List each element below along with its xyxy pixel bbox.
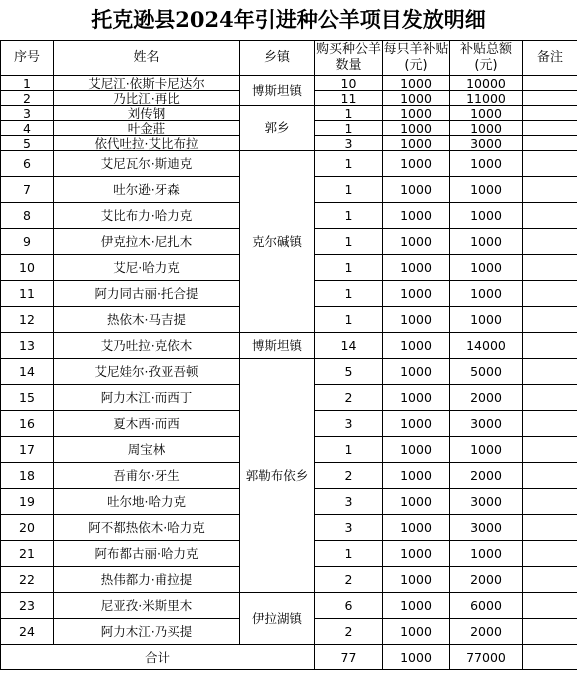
row-total: 1000 [450, 281, 523, 307]
total-note [523, 645, 577, 670]
row-name: 热依木·马吉提 [54, 307, 240, 333]
row-note [523, 281, 577, 307]
page-title: 托克逊县2024年引进种公羊项目发放明细 [91, 7, 486, 32]
row-number: 12 [1, 307, 54, 333]
row-number: 11 [1, 281, 54, 307]
row-note [523, 151, 577, 177]
row-qty: 1 [315, 255, 383, 281]
row-unit: 1000 [383, 463, 450, 489]
row-unit: 1000 [383, 106, 450, 121]
row-qty: 6 [315, 593, 383, 619]
header-name: 姓名 [54, 41, 240, 76]
row-unit: 1000 [383, 203, 450, 229]
row-unit: 1000 [383, 136, 450, 151]
row-qty: 2 [315, 385, 383, 411]
row-qty: 2 [315, 619, 383, 645]
row-unit: 1000 [383, 177, 450, 203]
row-qty: 3 [315, 136, 383, 151]
row-number: 3 [1, 106, 54, 121]
row-note [523, 229, 577, 255]
row-total: 14000 [450, 333, 523, 359]
row-qty: 1 [315, 151, 383, 177]
row-qty: 2 [315, 567, 383, 593]
table-row [1, 106, 577, 121]
row-qty: 1 [315, 121, 383, 136]
row-name: 尼亚孜·米斯里木 [54, 593, 240, 619]
row-qty: 2 [315, 463, 383, 489]
row-qty: 3 [315, 489, 383, 515]
row-total: 1000 [450, 229, 523, 255]
row-note [523, 177, 577, 203]
row-town: 郭乡 [240, 106, 315, 151]
row-total: 2000 [450, 619, 523, 645]
row-name: 艾尼·哈力克 [54, 255, 240, 281]
row-note [523, 463, 577, 489]
header-qty: 购买种公羊数量 [315, 41, 383, 76]
row-total: 1000 [450, 541, 523, 567]
row-qty: 1 [315, 281, 383, 307]
row-town: 郭勒布依乡 [240, 359, 315, 593]
row-name: 阿力同古丽·托合提 [54, 281, 240, 307]
row-qty: 5 [315, 359, 383, 385]
row-total: 2000 [450, 567, 523, 593]
row-name: 阿力木江·而西丁 [54, 385, 240, 411]
row-unit: 1000 [383, 151, 450, 177]
row-name: 周宝林 [54, 437, 240, 463]
row-unit: 1000 [383, 437, 450, 463]
row-total: 1000 [450, 121, 523, 136]
row-name: 艾尼江·依斯卡尼达尔 [54, 76, 240, 91]
header-total: 补贴总额(元) [450, 41, 523, 76]
row-total: 1000 [450, 307, 523, 333]
row-name: 艾乃吐拉·克依木 [54, 333, 240, 359]
row-unit: 1000 [383, 121, 450, 136]
row-total: 6000 [450, 593, 523, 619]
table-body [1, 76, 577, 645]
row-total: 1000 [450, 151, 523, 177]
row-name: 乃比江·再比 [54, 91, 240, 106]
table-row [1, 333, 577, 359]
total-qty: 77 [315, 645, 383, 670]
row-unit: 1000 [383, 333, 450, 359]
row-number: 7 [1, 177, 54, 203]
row-name: 叶金莊 [54, 121, 240, 136]
row-unit: 1000 [383, 593, 450, 619]
table-row [1, 593, 577, 619]
total-label: 合计 [1, 645, 315, 670]
subsidy-table [0, 40, 577, 670]
row-qty: 3 [315, 515, 383, 541]
row-unit: 1000 [383, 541, 450, 567]
row-name: 热伟都力·甫拉提 [54, 567, 240, 593]
row-name: 依代吐拉·艾比布拉 [54, 136, 240, 151]
row-town: 博斯坦镇 [240, 76, 315, 106]
row-unit: 1000 [383, 229, 450, 255]
row-unit: 1000 [383, 411, 450, 437]
row-name: 艾尼娃尔·孜亚吾顿 [54, 359, 240, 385]
row-note [523, 359, 577, 385]
row-total: 5000 [450, 359, 523, 385]
row-qty: 1 [315, 106, 383, 121]
row-total: 1000 [450, 106, 523, 121]
row-note [523, 515, 577, 541]
row-total: 11000 [450, 91, 523, 106]
row-unit: 1000 [383, 619, 450, 645]
row-note [523, 91, 577, 106]
row-town: 克尔碱镇 [240, 151, 315, 333]
row-qty: 1 [315, 437, 383, 463]
row-name: 吾甫尔·牙生 [54, 463, 240, 489]
row-number: 21 [1, 541, 54, 567]
row-note [523, 203, 577, 229]
row-name: 阿不都热依木·哈力克 [54, 515, 240, 541]
row-name: 阿布都古丽·哈力克 [54, 541, 240, 567]
row-number: 5 [1, 136, 54, 151]
row-qty: 10 [315, 76, 383, 91]
row-qty: 1 [315, 203, 383, 229]
row-qty: 1 [315, 229, 383, 255]
row-qty: 14 [315, 333, 383, 359]
row-number: 24 [1, 619, 54, 645]
total-unit: 1000 [383, 645, 450, 670]
row-total: 1000 [450, 255, 523, 281]
row-total: 3000 [450, 136, 523, 151]
row-town: 伊拉湖镇 [240, 593, 315, 645]
row-note [523, 437, 577, 463]
row-name: 刘传钢 [54, 106, 240, 121]
row-number: 17 [1, 437, 54, 463]
row-note [523, 333, 577, 359]
row-number: 20 [1, 515, 54, 541]
row-total: 2000 [450, 385, 523, 411]
total-row [1, 645, 577, 670]
row-name: 艾比布力·哈力克 [54, 203, 240, 229]
row-note [523, 121, 577, 136]
row-number: 18 [1, 463, 54, 489]
row-number: 15 [1, 385, 54, 411]
row-unit: 1000 [383, 255, 450, 281]
row-unit: 1000 [383, 385, 450, 411]
row-note [523, 541, 577, 567]
row-name: 阿力木江·乃买提 [54, 619, 240, 645]
row-note [523, 385, 577, 411]
row-number: 14 [1, 359, 54, 385]
row-note [523, 619, 577, 645]
row-total: 3000 [450, 489, 523, 515]
row-number: 9 [1, 229, 54, 255]
row-note [523, 307, 577, 333]
row-unit: 1000 [383, 307, 450, 333]
row-unit: 1000 [383, 76, 450, 91]
row-qty: 3 [315, 411, 383, 437]
row-qty: 11 [315, 91, 383, 106]
row-unit: 1000 [383, 515, 450, 541]
total-sum: 77000 [450, 645, 523, 670]
row-number: 4 [1, 121, 54, 136]
row-town: 博斯坦镇 [240, 333, 315, 359]
row-total: 10000 [450, 76, 523, 91]
row-unit: 1000 [383, 567, 450, 593]
row-unit: 1000 [383, 489, 450, 515]
row-name: 吐尔逊·牙森 [54, 177, 240, 203]
row-number: 10 [1, 255, 54, 281]
row-note [523, 567, 577, 593]
row-total: 3000 [450, 411, 523, 437]
row-note [523, 255, 577, 281]
row-total: 1000 [450, 437, 523, 463]
row-unit: 1000 [383, 359, 450, 385]
row-name: 吐尔地·哈力克 [54, 489, 240, 515]
header-row [1, 41, 577, 76]
row-note [523, 76, 577, 91]
row-name: 夏木西·而西 [54, 411, 240, 437]
row-total: 2000 [450, 463, 523, 489]
row-qty: 1 [315, 541, 383, 567]
row-number: 13 [1, 333, 54, 359]
row-note [523, 489, 577, 515]
row-unit: 1000 [383, 91, 450, 106]
row-number: 6 [1, 151, 54, 177]
table-row [1, 151, 577, 177]
row-number: 22 [1, 567, 54, 593]
row-total: 1000 [450, 177, 523, 203]
row-number: 19 [1, 489, 54, 515]
header-note: 备注 [523, 41, 577, 76]
header-unit: 每只羊补贴(元) [383, 41, 450, 76]
row-number: 8 [1, 203, 54, 229]
table-row [1, 359, 577, 385]
row-note [523, 136, 577, 151]
row-name: 艾尼瓦尔·斯迪克 [54, 151, 240, 177]
row-total: 3000 [450, 515, 523, 541]
row-number: 16 [1, 411, 54, 437]
row-qty: 1 [315, 177, 383, 203]
header-town: 乡镇 [240, 41, 315, 76]
row-qty: 1 [315, 307, 383, 333]
row-number: 23 [1, 593, 54, 619]
row-number: 1 [1, 76, 54, 91]
row-unit: 1000 [383, 281, 450, 307]
row-number: 2 [1, 91, 54, 106]
row-note [523, 411, 577, 437]
row-name: 伊克拉木·尼扎木 [54, 229, 240, 255]
header-no: 序号 [1, 41, 54, 76]
row-note [523, 106, 577, 121]
row-total: 1000 [450, 203, 523, 229]
table-row [1, 76, 577, 91]
row-note [523, 593, 577, 619]
